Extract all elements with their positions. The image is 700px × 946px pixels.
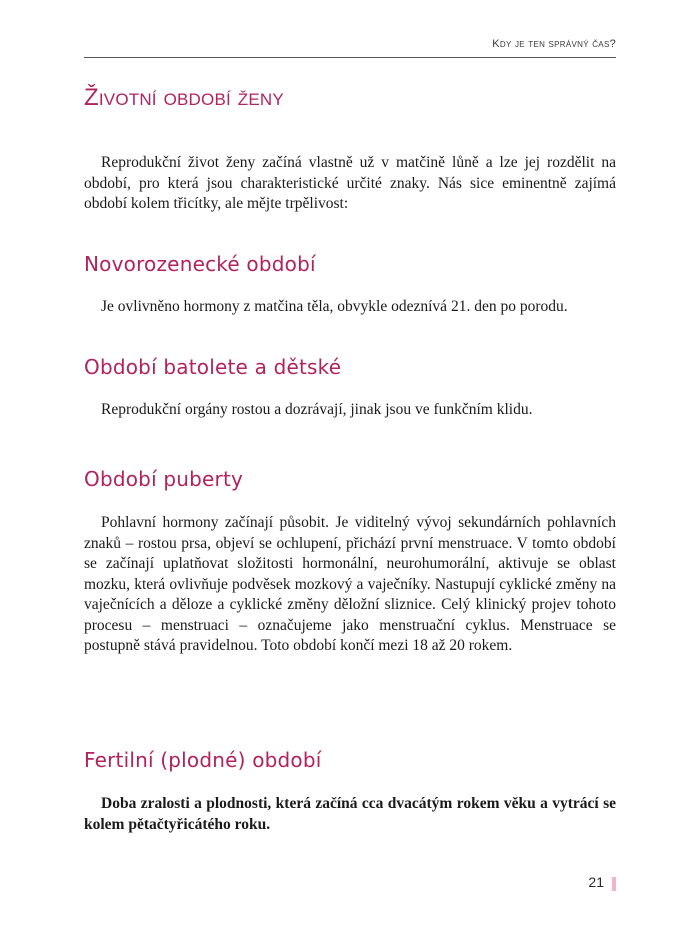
section-text-puberty: Pohlavní hormony začínají působit. Je viditelný vývoj sekundárních pohlavních znaků – rostou prsa, objeví se ochlupení, přichází první menstruace. V tomto období se začínají uplatňovat složitosti hormonální, neurohumorální, aktivuje se oblast mozku, která ovlivňuje podvěsek mozkový a vaječníky. Nastupují cyklické změny na vaječnících a děloze a cyklické změny děložní sliznice. Celý klinický projev tohoto procesu – menstruaci – označujeme jako menstruační cyklus. Menstruace se postupně stává pravidelnou. Toto období končí mezi 18 až 20 rokem. bbox=[84, 514, 616, 654]
section-text-fertile: Doba zralosti a plodnosti, která začíná cca dvacátým rokem věku a vytrácí se kolem pětačtyřicátého roku. bbox=[84, 795, 616, 833]
chapter-title: Životní období ženy bbox=[84, 84, 284, 111]
section-heading-newborn: Novorozenecké období bbox=[84, 252, 316, 276]
header-rule bbox=[84, 57, 616, 58]
section-text-newborn: Je ovlivněno hormony z matčina těla, obvykle odeznívá 21. den po porodu. bbox=[101, 298, 568, 315]
section-heading-puberty: Období puberty bbox=[84, 467, 244, 491]
running-header: Kdy je ten správný čas? bbox=[492, 38, 616, 50]
section-heading-childhood: Období batolete a dětské bbox=[84, 355, 342, 379]
section-text-childhood: Reprodukční orgány rostou a dozrávají, jinak jsou ve funkčním klidu. bbox=[101, 401, 533, 418]
page-number: 21 bbox=[588, 874, 604, 890]
intro-paragraph: Reprodukční život ženy začíná vlastně už v matčině lůně a lze jej rozdělit na období, pro která jsou charakteristické určité znaky. Nás sice eminentně zajímá období kolem třicítky, ale mějte trpělivost: bbox=[84, 154, 616, 212]
section-heading-fertile: Fertilní (plodné) období bbox=[84, 748, 322, 772]
page-marker bbox=[612, 877, 616, 891]
